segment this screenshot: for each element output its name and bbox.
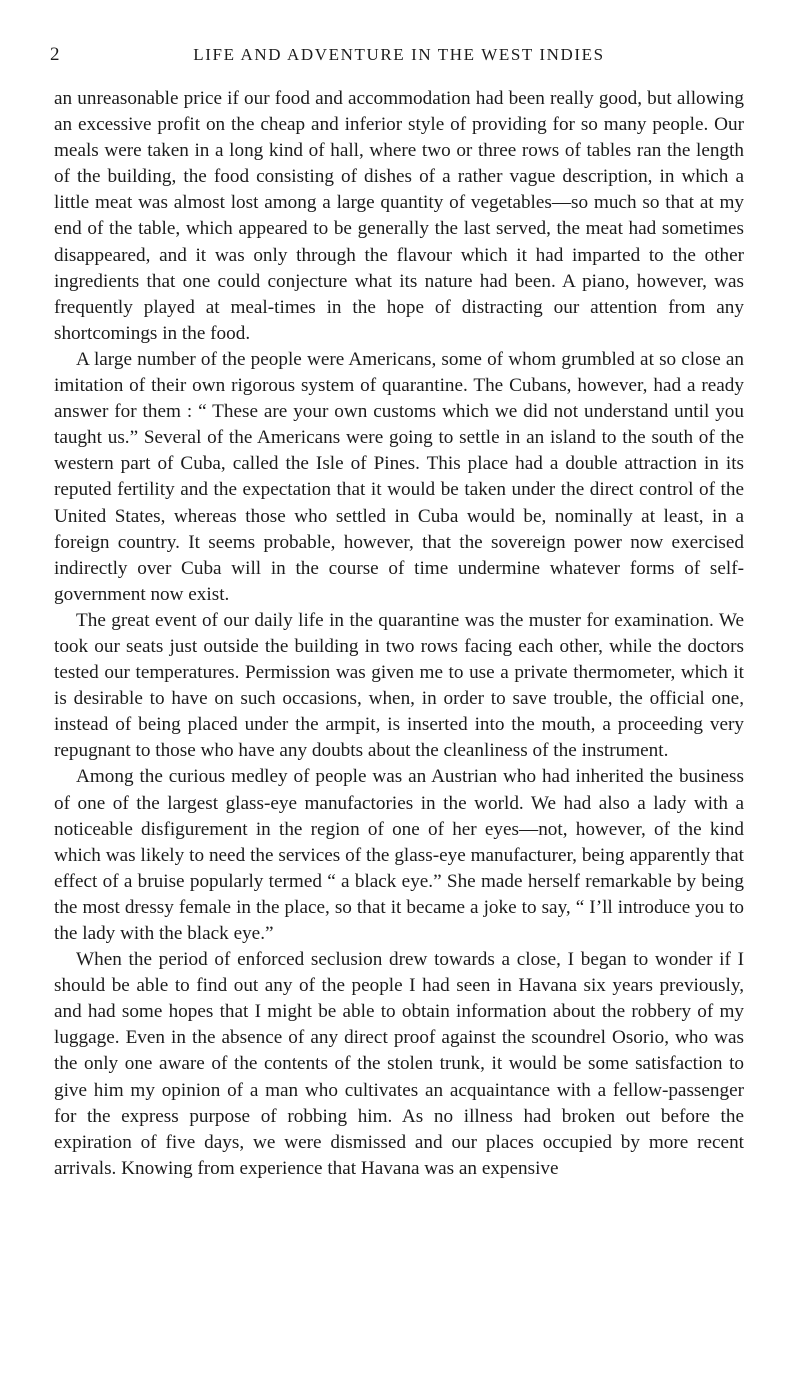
paragraph-glass-eye: Among the curious medley of people was an Austrian who had inherited the business of one of the largest glass-eye manufactories in the world. We had also a lady with a noticeable disfigurement in the region of one of her eyes—not, however, of the kind which was likely to need the services of the glass-eye manufacturer, being apparently that effect of a bruise popularly termed “ a black eye.” She made herself remarkable by being the most dressy female in the place, so that it became a joke to say, “ I’ll introduce you to the lady with the black eye.” (54, 766, 744, 944)
page-number: 2 (50, 44, 60, 65)
body-text (54, 86, 744, 1182)
paragraph-americans: A large number of the people were Americans, some of whom grumbled at so close an imitation of their own rigorous system of quarantine. The Cubans, however, had a ready answer for them : “ These are your own customs which we did not understand until you taught us.” Several of the Americans were going to settle in an island to the south of the western part of Cuba, called the Isle of Pines. This place had a double attraction in its reputed fertility and the expectation that it would be taken under the direct control of the United States, whereas those who settled in Cuba would be, nominally at least, in a foreign country. It seems probable, however, that the sovereign power now exercised indirectly over Cuba will in the course of time undermine whatever forms of self-government now exist. (54, 348, 744, 605)
paragraph-continued: an unreasonable price if our food and accommodation had been really good, but allowing an excessive profit on the cheap and inferior style of providing for so many people. Our meals were taken in a long kind of hall, where two or three rows of tables ran the length of the building, the food consisting of dishes of a rather vague description, in which a little meat was almost lost among a large quantity of vegetables—so much so that at my end of the table, which appeared to be generally the last served, the meat had sometimes disappeared, and it was only through the flavour which it had imparted to the other ingredients that one could conjecture what its nature had been. A piano, however, was frequently played at meal-times in the hope of distracting our attention from any shortcomings in the food. (54, 88, 744, 344)
paragraph-examination: The great event of our daily life in the quarantine was the muster for examination. We took our seats just outside the building in two rows facing each other, while the doctors tested our temperatures. Permission was given me to use a private thermometer, which it is desirable to have on such occasions, when, in order to save trouble, the official one, instead of being placed under the armpit, is inserted into the mouth, a proceeding very repugnant to those who have any doubts about the cleanliness of the instrument. (54, 609, 744, 762)
paragraph-seclusion: When the period of enforced seclusion drew towards a close, I began to wonder if I should be able to find out any of the people I had seen in Havana six years previously, and had some hopes that I might be able to obtain information about the robbery of my luggage. Even in the absence of any direct proof against the scoundrel Osorio, who was the only one aware of the contents of the stolen trunk, it would be some satisfaction to give him my opinion of a man who cultivates an acquaintance with a fellow-passenger for the express purpose of robbing him. As no illness had broken out before the expiration of five days, we were dismissed and our places occupied by more recent arrivals. Knowing from experience that Havana was an expensive (54, 949, 744, 1179)
book-page (50, 0, 744, 1378)
running-head (50, 44, 744, 68)
running-title: LIFE AND ADVENTURE IN THE WEST INDIES (193, 45, 605, 64)
